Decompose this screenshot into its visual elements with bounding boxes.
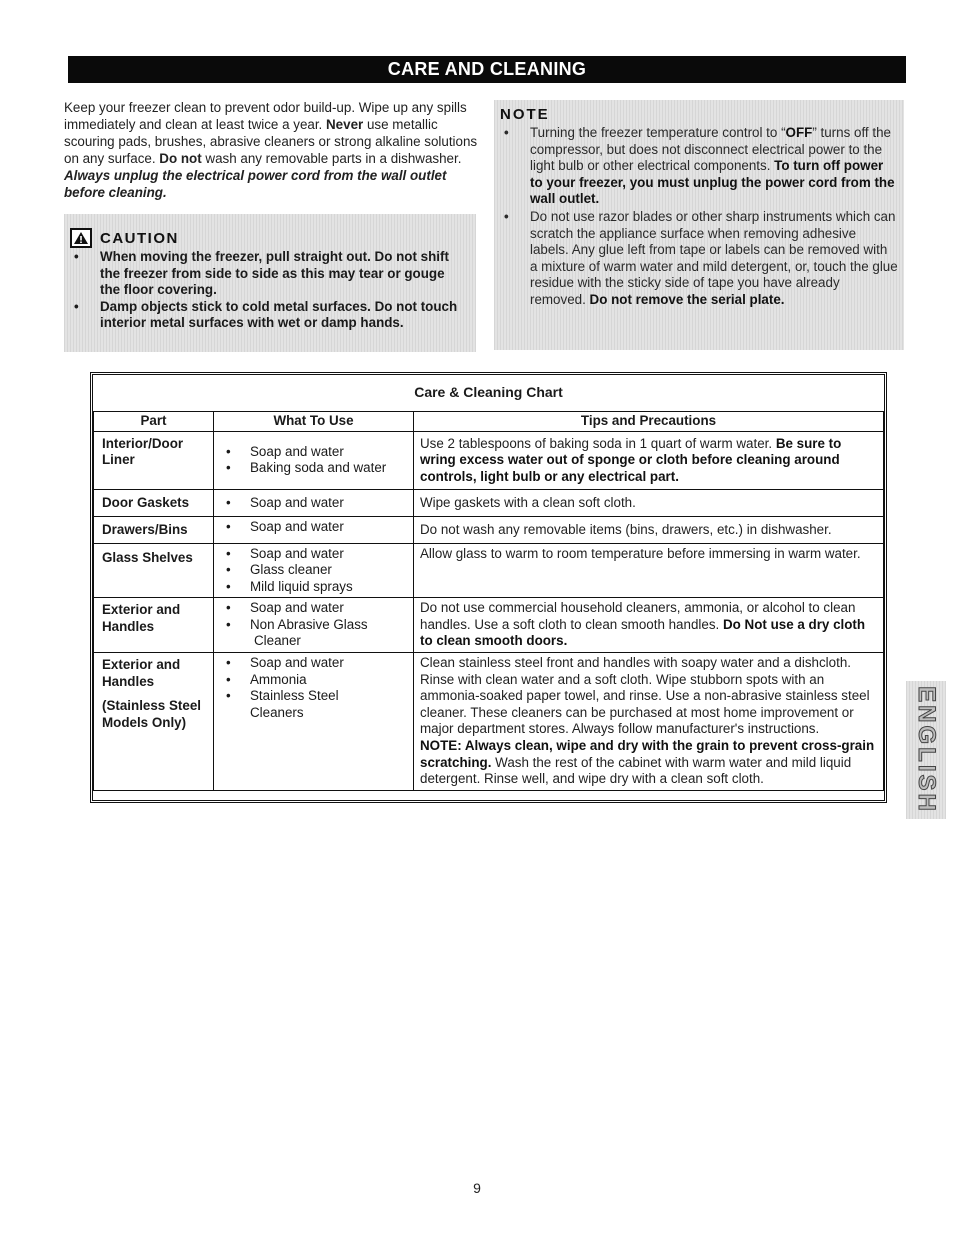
use-item: • Soap and water [214,495,407,512]
header-tips: Tips and Precautions [414,411,884,431]
intro-text-3: wash any removable parts in a dishwasher. [201,151,462,166]
note-item-text: Turning the freezer temperature control to “ [530,125,786,140]
side-tab-label: ENGLISH [913,686,940,814]
intro-text-2: use metallic scouring pads, brushes, abrasive cleaners or strong alkaline solutions on any surface. [64,117,478,166]
part-cell: Interior/Door Liner [94,431,214,489]
use-item: • Soap and water [214,519,407,536]
part-cell: Door Gaskets [94,489,214,516]
part-cell: Glass Shelves [94,543,214,598]
section-title: CARE AND CLEANING [387,59,587,79]
intro-do-not: Do not [159,151,202,166]
tips-text: Clean stainless steel front and handles with soapy water and a dishcloth. Rinse with clean water and a soft cloth. Wipe stubborn spots with an ammonia-soaked paper towel, and rinse. Use a non-abrasive stainless steel cleaner. These cleaners can be purchased at most home improvement or major department stores. Always follow manufacturer's instructions. [420,655,870,737]
header-what-to-use: What To Use [214,411,414,431]
use-item: • Glass cleaner [214,562,407,579]
note-item-bold: Do not remove the serial plate. [589,291,785,307]
use-item: • Baking soda and water [214,460,407,477]
tips-bold: Do Not use a dry cloth to clean smooth doors. [420,616,866,649]
caution-item-text: Damp objects stick to cold metal surfaces. Do not touch interior metal surfaces with wet or damp hands. [100,298,458,331]
caution-item [70,249,468,299]
part-name: Exterior and Handles [102,657,181,689]
tips-bold: NOTE: Always clean, wipe and dry with the grain to prevent cross-grain scratching. [420,738,875,770]
note-title: NOTE [500,106,550,123]
use-item-continuation: Cleaner [254,633,301,649]
bullet-icon: • [504,125,509,140]
use-cell [214,489,414,516]
tips-text: Wipe gaskets with a clean soft cloth. [420,494,636,510]
bullet-icon: • [74,298,79,314]
use-item: • Soap and water [214,655,407,672]
tips-text: Do not wash any removable items (bins, drawers, etc.) in dishwasher. [420,521,832,537]
use-item: • Stainless Steel [214,688,407,705]
page-number: 9 [473,1180,481,1196]
bullet-icon: • [504,208,509,224]
intro-unplug-warning: Always unplug the electrical power cord from the wall outlet before cleaning. [64,168,447,200]
tips-text: Allow glass to warm to room temperature before immersing in warm water. [420,545,861,561]
table-row [94,489,884,516]
use-item: • Non Abrasive Glass [214,617,407,634]
chart-header-row [94,411,884,431]
note-item-text: ” turns off the compressor, but does not disconnect electrical power to the light bulb or other electrical components. [530,125,891,174]
use-item-continuation: Cleaners [250,704,304,720]
caution-item-text: When moving the freezer, pull straight out. Do not shift the freezer from side to side as this may tear or gouge the floor covering. [100,249,449,298]
note-item-text: Do not use razor blades or other sharp instruments which can scratch the appliance surface when removing adhesive labels. Any glue left from tape or labels can be removed with a mixture of warm water and mild detergent, or, touch the glue residue with the sticky side of tape you have already removed. [530,208,898,307]
header-part: Part [94,411,214,431]
tips-text: Do not use commercial household cleaners, ammonia, or alcohol to clean handles. Use a soft cloth to clean smooth handles. [420,600,856,632]
tips-cell [414,489,884,516]
tips-cell [414,598,884,653]
intro-never: Never [326,117,364,132]
part-cell: Drawers/Bins [94,516,214,543]
use-cell [214,543,414,598]
note-off-label: OFF [785,125,813,140]
tips-text: Wash the rest of the cabinet with warm water and mild liquid detergent. Rinse well, and wipe dry with a clean soft cloth. [420,754,852,787]
section-title-bar [68,56,906,83]
table-row [94,598,884,653]
chart-caption: Care & Cleaning Chart [94,375,884,411]
table-row [94,653,884,791]
tips-cell [414,431,884,489]
tips-bold: Be sure to wring excess water out of sponge or cloth before cleaning around controls, light bulb or any electrical part. [420,435,842,484]
use-item: • Soap and water [214,546,407,563]
bullet-icon: • [74,249,79,264]
caution-item [70,299,468,332]
intro-text-1: Keep your freezer clean to prevent odor build-up. Wipe up any spills immediately and clean at least twice a year. [64,100,467,132]
part-note: (Stainless Steel Models Only) [102,698,201,730]
note-item [500,125,898,208]
tips-cell [414,516,884,543]
use-cell [214,653,414,791]
care-cleaning-chart [90,372,887,803]
use-cell [214,431,414,489]
caution-list [70,249,468,332]
warning-triangle-icon [70,228,92,248]
note-box [494,100,904,350]
caution-title: CAUTION [100,229,179,247]
use-item: • Soap and water [214,600,407,617]
table-row [94,543,884,598]
language-side-tab [906,681,946,819]
intro-paragraph [64,99,482,201]
tips-cell [414,543,884,598]
use-item: • Ammonia [214,672,407,689]
caution-header [70,228,468,248]
note-item-bold: To turn off power to your freezer, you must unplug the power cord from the wall outlet. [530,158,895,207]
tips-cell [414,653,884,791]
table-row [94,516,884,543]
use-item: • Mild liquid sprays [214,579,407,596]
use-cell [214,516,414,543]
use-cell [214,598,414,653]
table-row [94,431,884,489]
tips-text: Use 2 tablespoons of baking soda in 1 quart of warm water. [420,435,776,451]
part-cell [94,653,214,791]
note-list [500,125,898,309]
use-item: • Soap and water [214,444,407,461]
part-cell: Exterior and Handles [94,598,214,653]
note-item [500,209,898,309]
caution-box [64,214,476,352]
chart-table [93,375,884,791]
